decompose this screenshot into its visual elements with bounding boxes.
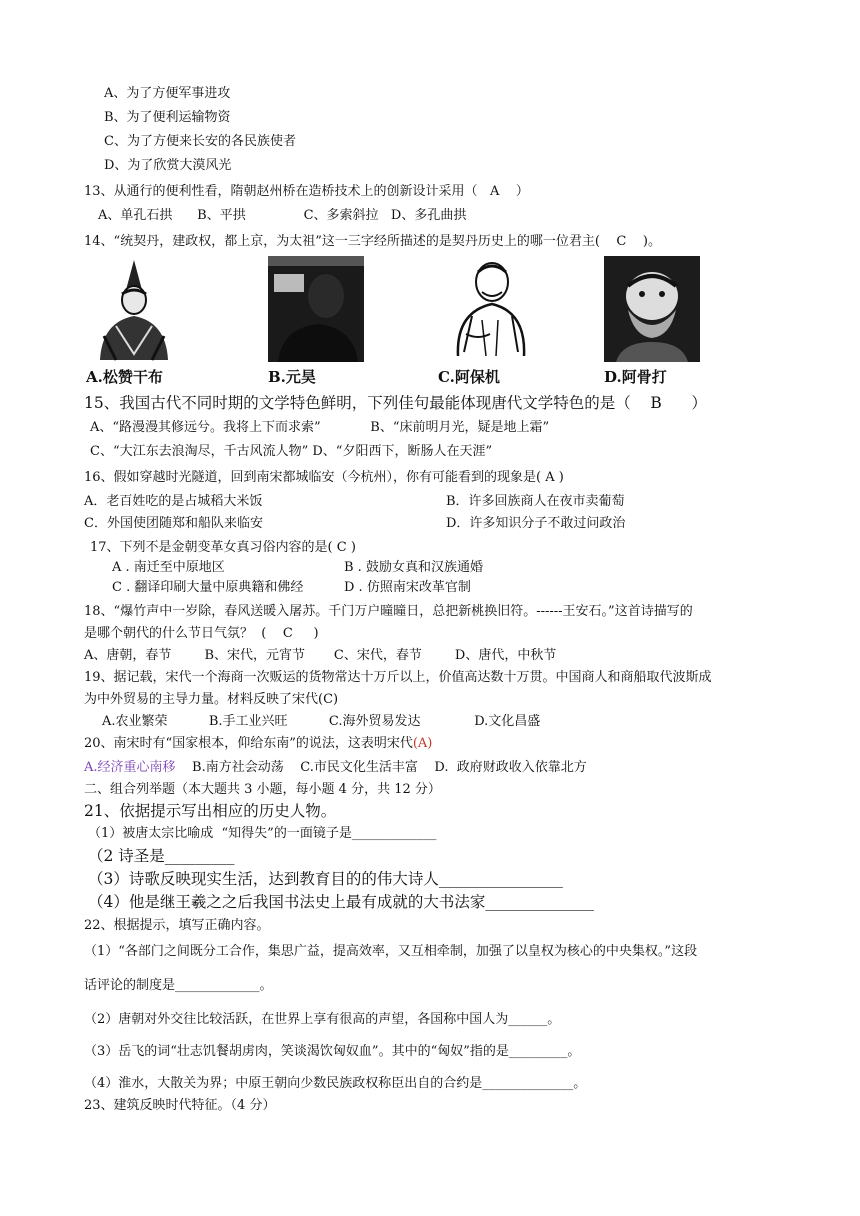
q12-option-b: B、为了便利运输物资 (104, 110, 231, 125)
q12-option-d: D、为了欣赏大漠风光 (104, 158, 232, 173)
q21-item-2: （2 诗圣是_________ (88, 847, 235, 865)
q13-stem: 13、从通行的便利性看，隋朝赵州桥在造桥技术上的创新设计采用（ A ） (84, 184, 529, 199)
q20-option-a: A.经济重心南移 (84, 760, 176, 775)
q13-options: A、单孔石拱 B、平拱 C、多索斜拉 D、多孔曲拱 (98, 208, 467, 223)
q15-options-line2: C、“大江东去浪淘尽，千古风流人物” D、“夕阳西下，断肠人在天涯” (90, 444, 493, 459)
q12-option-a: A、为了方便军事进攻 (104, 86, 231, 101)
caption-d: D.阿骨打 (604, 368, 667, 386)
q19-stem-line1: 19、据记载，宋代一个海商一次贩运的货物常达十万斤以上，价值高达数十万贯。中国商人和商船取代波斯成 (84, 670, 712, 685)
q15-options-line1: A、“路漫漫其修远兮。我将上下而求索” B、“床前明月光，疑是地上霜” (90, 420, 550, 435)
q22-item-1-line1: （1）“各部门之间既分工合作，集思广益，提高效率，又互相牵制，加强了以皇权为核心的中央集权。”这段 (84, 944, 698, 959)
portrait-yuanhao (268, 256, 364, 362)
q18-options: A、唐朝，春节 B、宋代，元宵节 C、宋代，春节 D、唐代，中秋节 (84, 648, 557, 663)
q21-stem: 21、依据提示写出相应的历史人物。 (84, 802, 337, 820)
caption-b: B.元昊 (268, 368, 316, 386)
caption-a: A.松赞干布 (86, 368, 163, 386)
q17-option-c: C . 翻译印刷大量中原典籍和佛经 (112, 580, 304, 595)
q22-stem: 22、根据提示，填写正确内容。 (84, 918, 270, 933)
q12-option-c: C、为了方便来长安的各民族使者 (104, 134, 296, 149)
q22-item-1-line2: 话评论的制度是_____________。 (84, 978, 273, 993)
q22-item-2: （2）唐朝对外交往比较活跃，在世界上享有很高的声望，各国称中国人为______。 (84, 1012, 561, 1027)
q16-stem: 16、假如穿越时光隧道，回到南宋都城临安（今杭州），你有可能看到的现象是( A ) (84, 470, 564, 485)
q17-option-a: A . 南迁至中原地区 (112, 560, 225, 575)
portrait-abaoji (438, 256, 534, 362)
q20-answer: (A) (412, 736, 433, 751)
q21-item-1: （1）被唐太宗比喻成 “知得失”的一面镜子是_____________ (88, 826, 437, 841)
q19-stem-line2: 为中外贸易的主导力量。材料反映了宋代(C) (84, 692, 339, 707)
portrait-aguda (604, 256, 700, 362)
q20-options (84, 760, 587, 776)
q20-stem (84, 736, 432, 752)
q19-options: A.农业繁荣 B.手工业兴旺 C.海外贸易发达 D.文化昌盛 (102, 714, 541, 729)
q15-stem: 15、我国古代不同时期的文学特色鲜明，下列佳句最能体现唐代文学特色的是（ B ） (84, 394, 707, 412)
q17-stem: 17、下列不是金朝变革女真习俗内容的是( C ) (90, 540, 356, 555)
q18-stem-line2: 是哪个朝代的什么节日气氛？ ( C ) (84, 626, 319, 641)
q17-option-d: D . 仿照南宋改革官制 (344, 580, 471, 595)
q16-option-b: B．许多回族商人在夜市卖葡萄 (446, 494, 625, 509)
q21-item-4: （4）他是继王羲之之后我国书法史上最有成就的大书法家______________ (88, 893, 594, 911)
q16-option-a: A．老百姓吃的是占城稻大米饭 (84, 494, 263, 509)
q16-option-d: D．许多知识分子不敢过问政治 (446, 516, 626, 531)
q14-stem: 14、“统契丹，建政权，都上京，为太祖”这一三字经所描述的是契丹历史上的哪一位君主( C )。 (84, 234, 661, 249)
caption-c: C.阿保机 (438, 368, 500, 386)
q21-item-3: （3）诗歌反映现实生活，达到教育目的的伟大诗人________________ (88, 870, 563, 888)
portrait-songtsen-gampo (86, 256, 182, 362)
q22-item-4: （4）淮水，大散关为界；中原王朝向少数民族政权称臣出自的合约是______________。 (84, 1076, 587, 1091)
q23-stem: 23、建筑反映时代特征。（4 分） (84, 1098, 276, 1113)
q18-stem-line1: 18、“爆竹声中一岁除，春风送暖入屠苏。千门万户曈曈日，总把新桃换旧符。------王安石。”这首诗描写的 (84, 604, 693, 619)
q16-option-c: C．外国使团随郑和船队来临安 (84, 516, 263, 531)
section-2-heading: 二、组合列举题（本大题共 3 小题，每小题 4 分，共 12 分） (84, 782, 441, 797)
q20-options-rest: B.南方社会动荡 C.市民文化生活丰富 D. 政府财政收入依靠北方 (175, 760, 587, 775)
q20-stem-text: 20、南宋时有“国家根本，仰给东南”的说法，这表明宋代 (84, 736, 413, 751)
q22-item-3: （3）岳飞的词“壮志饥餐胡虏肉，笑谈渴饮匈奴血”。其中的“匈奴”指的是_________。 (84, 1044, 581, 1059)
q17-option-b: B . 鼓励女真和汉族通婚 (344, 560, 483, 575)
